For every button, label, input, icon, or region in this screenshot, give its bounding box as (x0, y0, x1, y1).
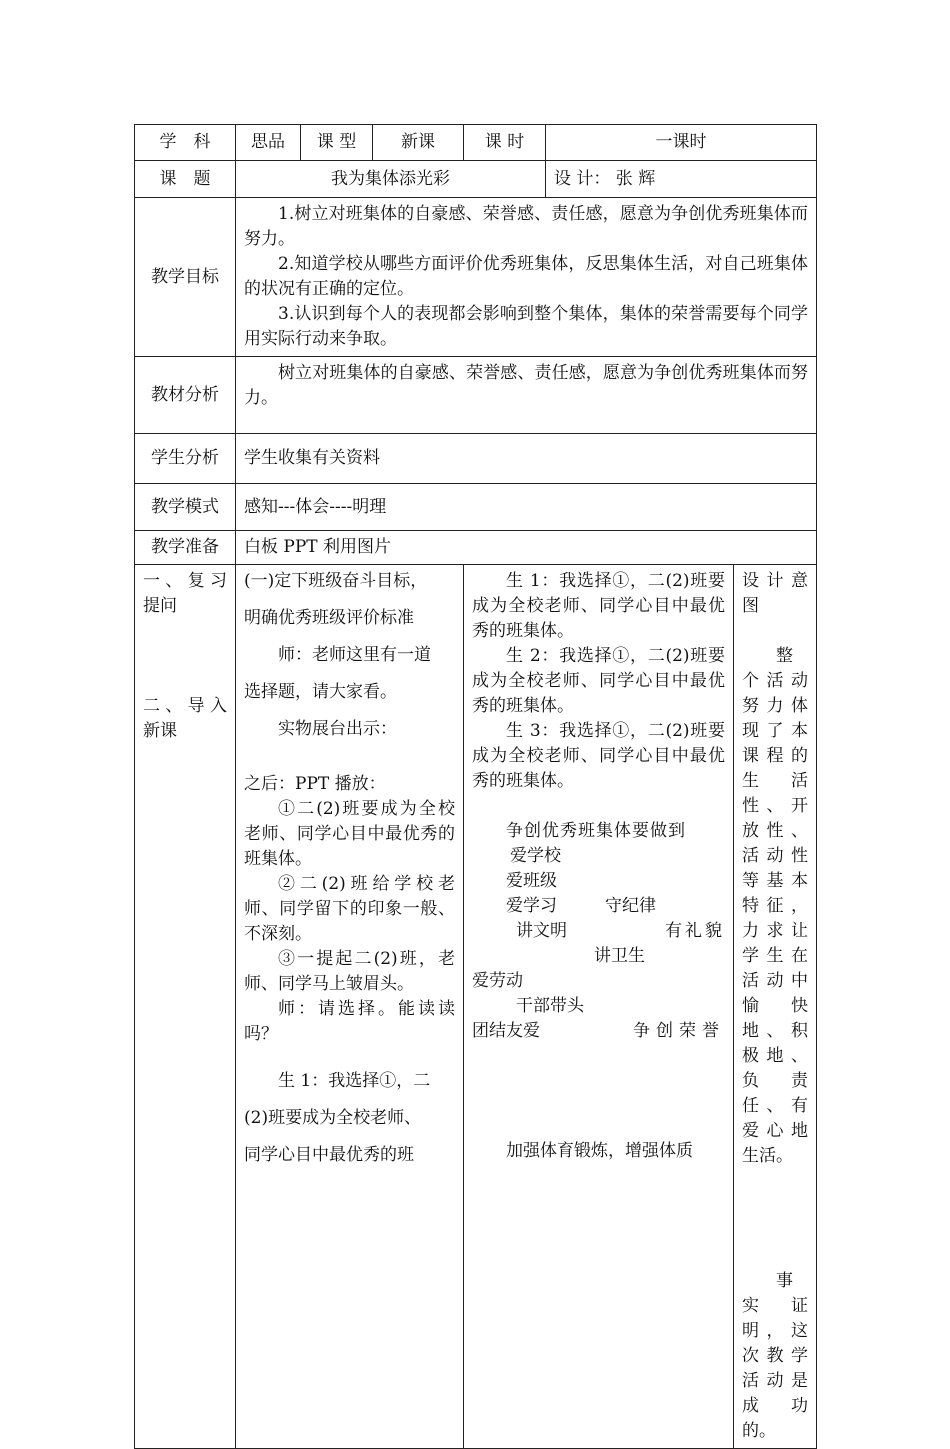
prep-text: 白板 PPT 利用图片 (236, 531, 817, 565)
student-answer: 生 3：我选择①，二(2)班要成为全校老师、同学心目中最优秀的班集体。 (472, 721, 725, 791)
requirement-item: 守纪律 (605, 896, 656, 916)
designer: 设 计： 张 辉 (546, 161, 817, 198)
teacher-line: 之后：PPT 播放： (244, 774, 386, 794)
goals-content (236, 198, 817, 357)
requirement-item: 团结友爱 (472, 1021, 540, 1041)
student-answer: 生 2：我选择①，二(2)班要成为全校老师、同学心目中最优秀的班集体。 (472, 646, 725, 716)
teacher-line: 生 1：我选择①，二 (278, 1071, 431, 1091)
topic-label: 课 题 (135, 161, 236, 198)
mode-row (135, 484, 817, 531)
teacher-line: 师：老师这里有一道 (278, 645, 431, 665)
mode-label: 教学模式 (135, 484, 236, 531)
subject-label: 学 科 (135, 125, 236, 161)
goals-label: 教学目标 (135, 198, 236, 357)
intent-column (734, 565, 817, 1449)
requirement-line (472, 1019, 725, 1044)
requirement-item: 有礼貌 (665, 921, 725, 941)
material-row (135, 357, 817, 434)
teacher-line: 明确优秀班级评价标准 (244, 608, 414, 628)
teacher-line: (一)定下班级奋斗目标， (244, 571, 428, 591)
hours-value: 一课时 (546, 125, 817, 161)
requirement-item: 干部带头 (516, 996, 584, 1016)
student-answer: 生 1：我选择①，二(2)班要成为全校老师、同学心目中最优秀的班集体。 (472, 571, 725, 641)
prep-label: 教学准备 (135, 531, 236, 565)
requirement-line (472, 894, 725, 919)
requirement-line (472, 919, 725, 944)
requirement-item: 爱劳动 (472, 971, 523, 991)
topic-row (135, 161, 817, 198)
header-row (135, 125, 817, 161)
prep-row (135, 531, 817, 565)
option-1: ①二(2)班要成为全校老师、同学心目中最优秀的班集体。 (244, 799, 455, 869)
subject-value: 思品 (236, 125, 301, 161)
goal-item: 3.认识到每个人的表现都会影响到整个集体，集体的荣誉需要每个同学用实际行动来争取。 (244, 304, 809, 349)
material-text: 树立对班集体的自豪感、荣誉感、责任感，愿意为争创优秀班集体而努力。 (244, 363, 809, 408)
hours-label: 课 时 (464, 125, 546, 161)
teacher-line: 实物展台出示： (278, 719, 397, 739)
step-review: 一、复习提问 (143, 571, 227, 616)
lesson-plan-table (134, 124, 817, 1449)
sport-line: 加强体育锻炼，增强体质 (506, 1141, 693, 1161)
requirement-line (472, 944, 725, 969)
teacher-line: 同学心目中最优秀的班 (244, 1145, 414, 1165)
teacher-column (236, 565, 464, 1449)
teacher-line: (2)班要成为全校老师、 (244, 1108, 422, 1128)
requirement-item: 争创荣誉 (633, 1021, 725, 1041)
step-intro: 二、导入新课 (143, 696, 227, 741)
students-row (135, 434, 817, 484)
teacher-line: 选择题，请大家看。 (244, 682, 397, 702)
requirement-item: 讲卫生 (594, 946, 645, 966)
goal-item: 2.知道学校从哪些方面评价优秀班集体，反思集体生活，对自己班集体的状况有正确的定位。 (244, 254, 809, 299)
students-text: 学生收集有关资料 (236, 434, 817, 484)
requirement-item: 爱学校 (510, 846, 561, 866)
type-label: 课 型 (301, 125, 373, 161)
requirement-heading: 争创优秀班集体要做到 (506, 821, 686, 841)
student-column (464, 565, 734, 1449)
mode-text: 感知---体会----明理 (236, 484, 817, 531)
goals-row (135, 198, 817, 357)
process-row (135, 565, 817, 1449)
type-value: 新课 (373, 125, 464, 161)
requirement-item: 讲文明 (516, 921, 567, 941)
option-2: ②二(2)班给学校老师、同学留下的印象一般、不深刻。 (244, 874, 455, 944)
intent-text: 整个活动努力体现了本课程的生活性、开放性、活动性等基本特征，力求让学生在活动中愉快地、积极地、负责任、有爱心地生活。 (742, 646, 809, 1166)
requirement-item: 爱班级 (506, 871, 557, 891)
intent-text: 事实证明，这次教学活动是成功的。 (742, 1271, 809, 1441)
intent-title: 设计意图 (742, 571, 809, 616)
steps-column (135, 565, 236, 1449)
material-label: 教材分析 (135, 357, 236, 434)
option-3: ③一提起二(2)班，老师、同学马上皱眉头。 (244, 949, 455, 994)
requirement-item: 爱学习 (506, 896, 557, 916)
topic-value: 我为集体添光彩 (236, 161, 546, 198)
teacher-question: 师：请选择。能读读吗？ (244, 999, 455, 1044)
students-label: 学生分析 (135, 434, 236, 484)
goal-item: 1.树立对班集体的自豪感、荣誉感、责任感，愿意为争创优秀班集体而努力。 (244, 204, 809, 249)
